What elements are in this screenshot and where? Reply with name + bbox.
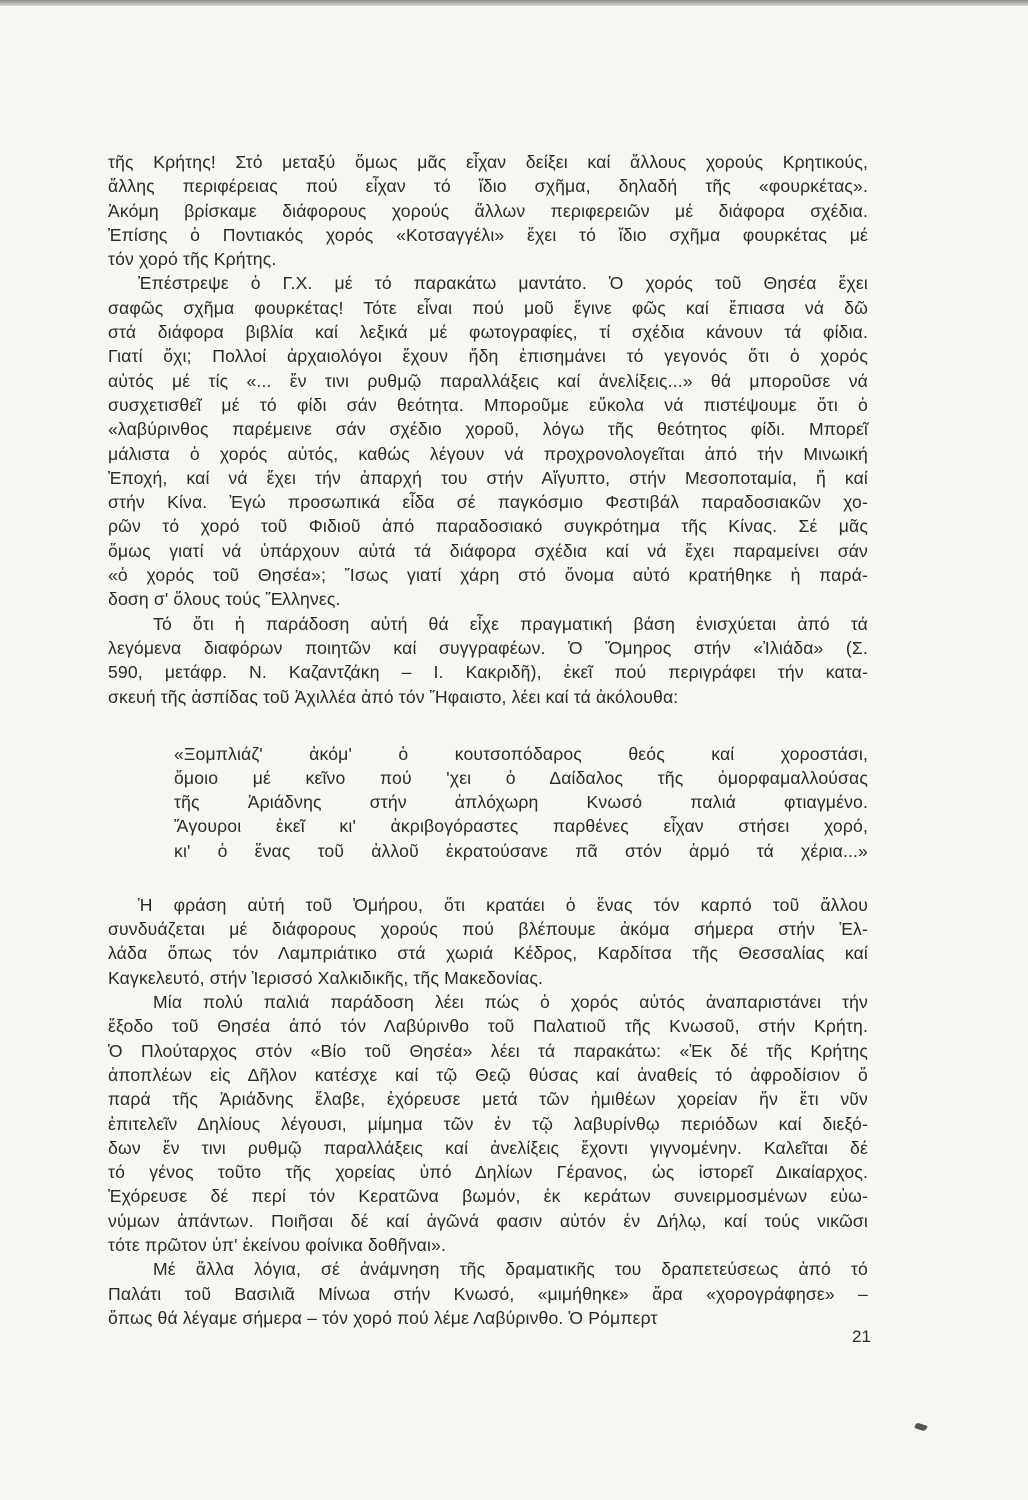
text-line-p5-8: τό γένος τοῦτο τῆς χορείας ὑπό Δηλίων Γέρανος, ὡς ἱστορεῖ Δικαίαρχος.: [108, 1162, 868, 1183]
text-line-p1-3: Ἀκόμη βρίσκαμε διάφορους χορούς ἄλλων περιφερειῶν μέ διάφορα σχέδια.: [108, 200, 868, 221]
text-line-p3-3: 590, μετάφρ. Ν. Καζαντζάκη – Ι. Κακριδῆ), ἐκεῖ πού περιγράφει τήν κατα-: [108, 662, 868, 683]
text-line-p5-9: Ἐχόρευσε δέ περί τόν Κερατῶνα βωμόν, ἐκ κεράτων συνειρμοσμένων εὐω-: [108, 1186, 868, 1207]
text-line-p5-3: Ὁ Πλούταρχος στόν «Βίο τοῦ Θησέα» λέει τά παρακάτω: «Ἐκ δέ τῆς Κρήτης: [108, 1040, 868, 1061]
text-line-p4-2: συνδυάζεται μέ διάφορους χορούς πού βλέπουμε ἀκόμα σήμερα στήν Ἑλ-: [108, 919, 868, 940]
quote-verse-2: ὅμοιο μέ κεῖνο πού 'χει ὁ Δαίδαλος τῆς ὀμορφαμαλλούσας: [174, 768, 868, 789]
text-line-p2-4: Γιατί ὄχι; Πολλοί ἀρχαιολόγοι ἔχουν ἤδη ἐπισημάνει τό γεγονός ὅτι ὁ χορός: [108, 346, 868, 367]
text-line-p3-4: σκευή τῆς ἀσπίδας τοῦ Ἀχιλλέα ἀπό τόν Ἥφαιστο, λέει καί τά ἀκόλουθα:: [108, 686, 679, 707]
text-line-p6-2: Παλάτι τοῦ Βασιλιᾶ Μίνωα στήν Κνωσό, «μιμήθηκε» ἄρα «χορογράφησε» –: [108, 1283, 868, 1304]
text-line-p2-10: στήν Κίνα. Ἐγώ προσωπικά εἶδα σέ παγκόσμιο Φεστιβάλ παραδοσιακῶν χο-: [108, 492, 868, 513]
text-line-p5-6: ἐπιτελεῖν Δηλίους λέγουσι, μίμημα τῶν ἐν τῷ λαβυρίνθῳ περιόδων καί διεξό-: [108, 1113, 868, 1134]
text-line-p5-5: παρά τῆς Ἀριάδνης ἔλαβε, ἐχόρευσε μετά τῶν ἠμιθέων χορείαν ἥν ἔτι νῦν: [108, 1089, 868, 1110]
quote-verse-3: τῆς Ἀριάδνης στήν ἀπλόχωρη Κνωσό παλιά φτιαγμένο.: [174, 792, 868, 813]
page-number: 21: [852, 1327, 871, 1346]
text-line-p6-3: ὅπως θά λέγαμε σήμερα – τόν χορό πού λέμε Λαβύρινθο. Ὁ Ρόμπερτ: [108, 1307, 658, 1328]
text-line-p3-1: Τό ὅτι ἡ παράδοση αὐτή θά εἶχε πραγματική βάση ἐνισχύεται ἀπό τά: [153, 613, 868, 634]
text-line-p2-6: συσχετισθεῖ μέ τό φίδι σάν θεότητα. Μποροῦμε εὔκολα νά πιστέψουμε ὅτι ὁ: [108, 394, 868, 415]
text-line-p1-1: τῆς Κρήτης! Στό μεταξύ ὅμως μᾶς εἶχαν δείξει καί ἄλλους χορούς Κρητικούς,: [108, 152, 868, 172]
scan-top-edge: [0, 0, 1028, 6]
text-line-p2-3: στά διάφορα βιβλία καί λεξικά μέ φωτογραφίες, τί σχέδια κάνουν τά φίδια.: [108, 322, 868, 343]
text-line-p2-11: ρῶν τό χορό τοῦ Φιδιοῦ ἀπό παραδοσιακό συγκρότημα τῆς Κίνας. Σέ μᾶς: [108, 516, 868, 537]
text-line-p4-1: Ἡ φράση αὐτή τοῦ Ὁμήρου, ὅτι κρατάει ὁ ἕνας τόν καρπό τοῦ ἄλλου: [138, 894, 868, 915]
text-line-p3-2: λεγόμενα διαφόρων ποιητῶν καί συγγραφέων. Ὁ Ὅμηρος στήν «Ἰλιάδα» (Σ.: [108, 637, 868, 658]
text-line-p2-9: Ἐποχή, καί νά ἔχει τήν ἀπαρχή του στήν Αἴγυπτο, στήν Μεσοποταμία, ἤ καί: [108, 467, 868, 488]
text-line-p5-7: δων ἔν τινι ρυθμῷ παραλλάξεις καί ἀνελίξεις ἔχοντι γιγνομένην. Καλεῖται δέ: [108, 1137, 868, 1158]
text-line-p4-4: Καγκελευτό, στήν Ἱερισσό Χαλκιδικῆς, τῆς Μακεδονίας.: [108, 967, 544, 988]
quote-verse-1: «Ξομπλιάζ' ἀκόμ' ὁ κουτσοπόδαρος θεός καί χοροστάσι,: [174, 743, 868, 764]
text-line-p5-4: ἀποπλέων εἰς Δῆλον κατέσχε καί τῷ Θεῷ θύσας καί ἀναθείς τό ἀφροδίσιον ὅ: [108, 1064, 868, 1085]
top-paragraphs: [108, 150, 868, 709]
text-line-p2-13: «ὁ χορός τοῦ Θησέα»; Ἴσως γιατί χάρη στό ὄνομα αὐτό κρατήθηκε ἡ παρά-: [108, 565, 868, 586]
ink-smudge-mark: [914, 1422, 927, 1431]
text-line-p1-4: Ἐπίσης ὁ Ποντιακός χορός «Κοτσαγγέλι» ἔχει τό ἴδιο σχῆμα φουρκέτας μέ: [108, 224, 868, 245]
text-line-p2-8: μάλιστα ὁ χορός αὐτός, καθώς λέγουν νά προχρονολογεῖται ἀπό τήν Μινωική: [108, 443, 868, 464]
text-line-p4-3: λάδα ὅπως τόν Λαμπριάτικο στά χωριά Κέδρος, Καρδίτσα τῆς Θεσσαλίας καί: [108, 943, 868, 964]
text-line-p1-2: ἄλλης περιφέρειας πού εἶχαν τό ἴδιο σχῆμα, δηλαδή τῆς «φουρκέτας».: [108, 176, 868, 197]
text-line-p5-10: νύμων ἁπάντων. Ποιῆσαι δέ καί ἀγῶνά φασιν αὐτόν ἐν Δήλῳ, καί τούς νικῶσι: [108, 1210, 868, 1231]
text-line-p5-11: τότε πρῶτον ὑπ' ἐκείνου φοίνικα δοθῆναι».: [108, 1235, 447, 1255]
iliad-quote: [174, 742, 868, 863]
text-line-p1-5: τόν χορό τῆς Κρήτης.: [108, 249, 277, 270]
quote-verse-4: Ἄγουροι ἐκεῖ κι' ἀκριβογόραστες παρθένες εἶχαν στήσει χορό,: [174, 816, 868, 837]
text-line-p2-5: αὐτός μέ τίς «... ἔν τινι ρυθμῷ παραλλάξεις καί ἀνελίξεις...» θά μποροῦσε νά: [108, 370, 868, 391]
text-line-p6-1: Μέ ἄλλα λόγια, σέ ἀνάμνηση τῆς δραματικῆς του δραπετεύσεως ἀπό τό: [153, 1259, 868, 1280]
bottom-paragraphs: [108, 893, 868, 1330]
text-line-p2-14: δοση σ' ὅλους τούς Ἕλληνες.: [108, 589, 341, 610]
quote-verse-5: κι' ὁ ἕνας τοῦ ἀλλοῦ ἐκρατούσανε πᾶ στόν ἁρμό τά χέρια...»: [174, 840, 868, 861]
text-line-p5-2: ἔξοδο τοῦ Θησέα ἀπό τόν Λαβύρινθο τοῦ Παλατιοῦ τῆς Κνωσοῦ, στήν Κρήτη.: [108, 1016, 868, 1037]
page-body-text: [108, 150, 868, 1330]
text-line-p5-1: Μία πολύ παλιά παράδοση λέει πώς ὁ χορός αὐτός ἀναπαριστάνει τήν: [153, 992, 868, 1013]
text-line-p2-7: «λαβύρινθος παρέμεινε σάν σχέδιο χοροῦ, λόγω τῆς θεότητος φίδι. Μπορεῖ: [108, 419, 868, 440]
text-line-p2-1: Ἐπέστρεψε ὁ Γ.Χ. μέ τό παρακάτω μαντάτο. Ὁ χορός τοῦ Θησέα ἔχει: [138, 273, 868, 294]
text-line-p2-2: σαφῶς σχῆμα φουρκέτας! Τότε εἶναι πού μοῦ ἔγινε φῶς καί ἔπιασα νά δῶ: [108, 297, 868, 318]
text-line-p2-12: ὅμως γιατί νά ὑπάρχουν αὐτά τά διάφορα σχέδια καί νά ἔχει παραμείνει σάν: [108, 540, 868, 561]
